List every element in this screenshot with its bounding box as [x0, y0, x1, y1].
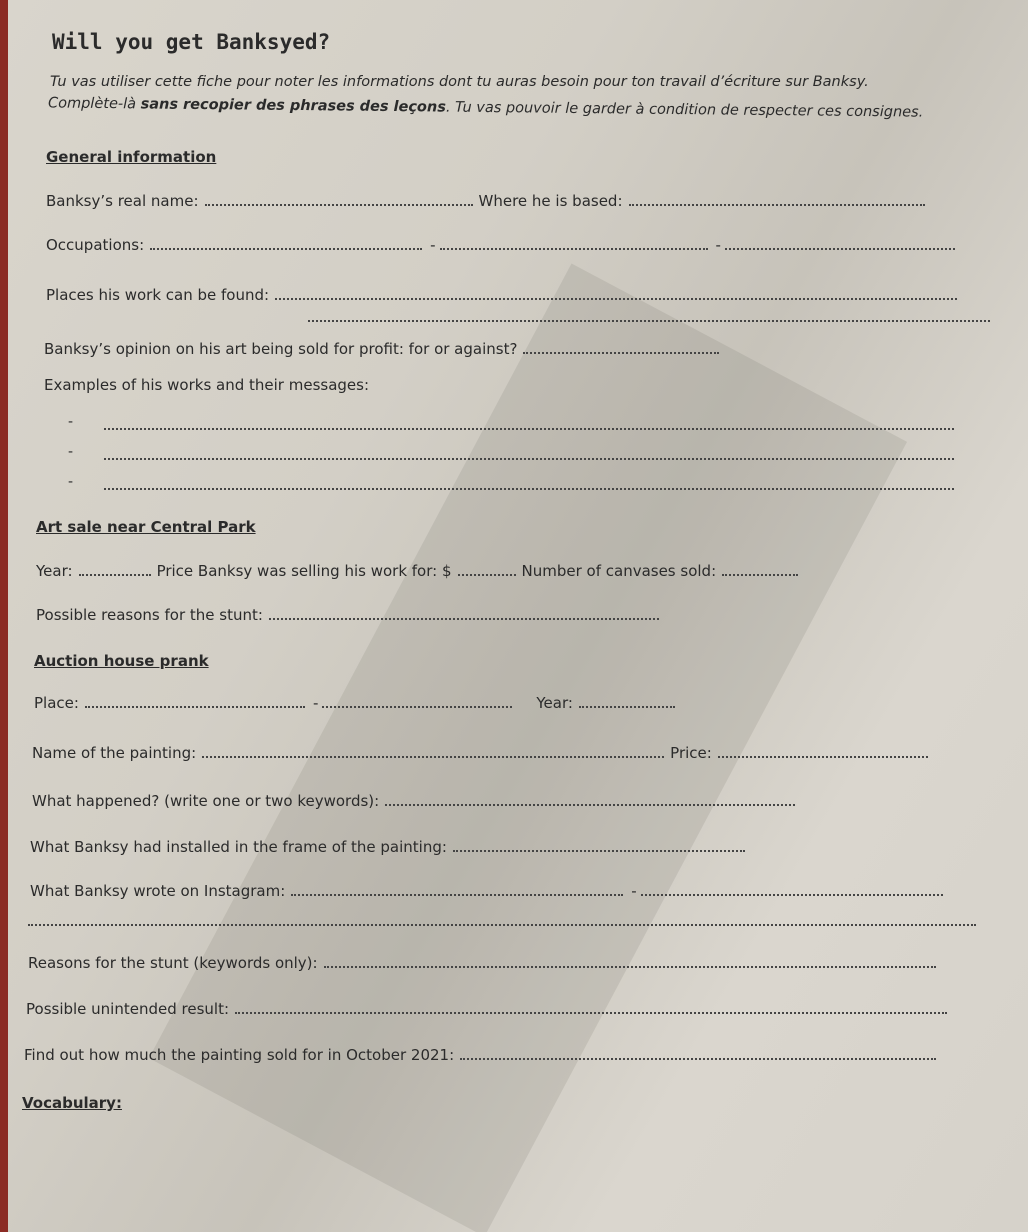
happened-field[interactable]: [385, 792, 795, 806]
dash-separator: -: [312, 694, 319, 712]
bullet-dash: -: [68, 414, 74, 430]
unintended-field[interactable]: [235, 1000, 947, 1014]
instagram-field-continued[interactable]: [28, 922, 976, 926]
installed-row: [30, 838, 751, 856]
sale-year-field[interactable]: [79, 562, 151, 576]
sold-for-row: [24, 1046, 942, 1064]
occupations-row: [46, 236, 961, 254]
occupation-field-2[interactable]: [440, 236, 708, 250]
based-field[interactable]: [629, 192, 925, 206]
places-row: [46, 286, 963, 304]
intro-line-1: Tu vas utiliser cette fiche pour noter les informations dont tu auras besoin pour ton travail d’écriture sur Banksy.: [50, 74, 869, 90]
bullet-dash: -: [68, 444, 74, 460]
sold-for-label: Find out how much the painting sold for in October 2021:: [24, 1046, 455, 1064]
section-vocabulary-heading: Vocabulary:: [22, 1094, 122, 1112]
examples-label: Examples of his works and their messages:: [44, 376, 370, 394]
price-field[interactable]: [718, 744, 928, 758]
opinion-field[interactable]: [523, 340, 719, 354]
unintended-row: [26, 1000, 953, 1018]
sale-reasons-label: Possible reasons for the stunt:: [36, 606, 263, 624]
dash-separator: -: [430, 236, 436, 254]
instagram-row: [30, 882, 949, 900]
instagram-field-2[interactable]: [641, 882, 943, 896]
sale-year-label: Year:: [36, 562, 73, 580]
stunt-reasons-row: [28, 954, 942, 972]
example-line-3[interactable]: [104, 486, 954, 490]
instagram-label: What Banksy wrote on Instagram:: [30, 882, 286, 900]
based-label: Where he is based:: [478, 192, 623, 210]
examples-row: [44, 376, 373, 394]
painting-field[interactable]: [202, 744, 664, 758]
sale-price-label: Price Banksy was selling his work for: $: [156, 562, 452, 580]
real-name-field[interactable]: [205, 192, 473, 206]
places-label: Places his work can be found:: [46, 286, 270, 304]
auction-year-field[interactable]: [579, 694, 675, 708]
happened-row: [32, 792, 801, 810]
installed-field[interactable]: [453, 838, 745, 852]
real-name-row: [46, 192, 931, 210]
price-label: Price:: [670, 744, 712, 762]
auction-year-label: Year:: [536, 694, 573, 712]
stunt-reasons-field[interactable]: [324, 954, 936, 968]
auction-place-label: Place:: [34, 694, 79, 712]
example-line-2[interactable]: [104, 456, 954, 460]
sold-for-field[interactable]: [460, 1046, 936, 1060]
stunt-reasons-label: Reasons for the stunt (keywords only):: [28, 954, 318, 972]
section-art-sale-heading: Art sale near Central Park: [36, 518, 256, 536]
happened-label: What happened? (write one or two keywords):: [32, 792, 380, 810]
worksheet-page: [8, 0, 1028, 1232]
real-name-label: Banksy’s real name:: [46, 192, 199, 210]
section-auction-heading: Auction house prank: [34, 652, 209, 670]
auction-place-field-2[interactable]: [322, 694, 512, 708]
intro-line-2: Complète-là sans recopier des phrases des leçons. Tu vas pouvoir le garder à condition de respecter ces consignes.: [47, 95, 924, 121]
example-line-1[interactable]: [104, 426, 954, 430]
places-field[interactable]: [275, 286, 957, 300]
bullet-dash: -: [68, 474, 74, 490]
worksheet-title: Will you get Banksyed?: [52, 30, 331, 54]
occupations-label: Occupations:: [46, 236, 145, 254]
dash-separator: -: [631, 882, 637, 900]
opinion-label: Banksy’s opinion on his art being sold for profit: for or against?: [44, 340, 518, 358]
sale-price-field[interactable]: [458, 562, 516, 576]
painting-row: [32, 744, 934, 762]
instagram-field-1[interactable]: [291, 882, 623, 896]
art-sale-row: [36, 562, 804, 580]
installed-label: What Banksy had installed in the frame of the painting:: [30, 838, 447, 856]
occupation-field-1[interactable]: [150, 236, 422, 250]
auction-place-row: [34, 694, 681, 712]
canvases-field[interactable]: [722, 562, 798, 576]
sale-reasons-row: [36, 606, 665, 624]
auction-place-field-1[interactable]: [85, 694, 305, 708]
dash-separator: -: [715, 236, 721, 254]
places-field-continued[interactable]: [308, 318, 990, 322]
sale-reasons-field[interactable]: [269, 606, 659, 620]
section-general-heading: General information: [46, 148, 217, 166]
painting-label: Name of the painting:: [32, 744, 197, 762]
unintended-label: Possible unintended result:: [26, 1000, 230, 1018]
opinion-row: [44, 340, 725, 358]
occupation-field-3[interactable]: [725, 236, 955, 250]
canvases-label: Number of canvases sold:: [521, 562, 717, 580]
